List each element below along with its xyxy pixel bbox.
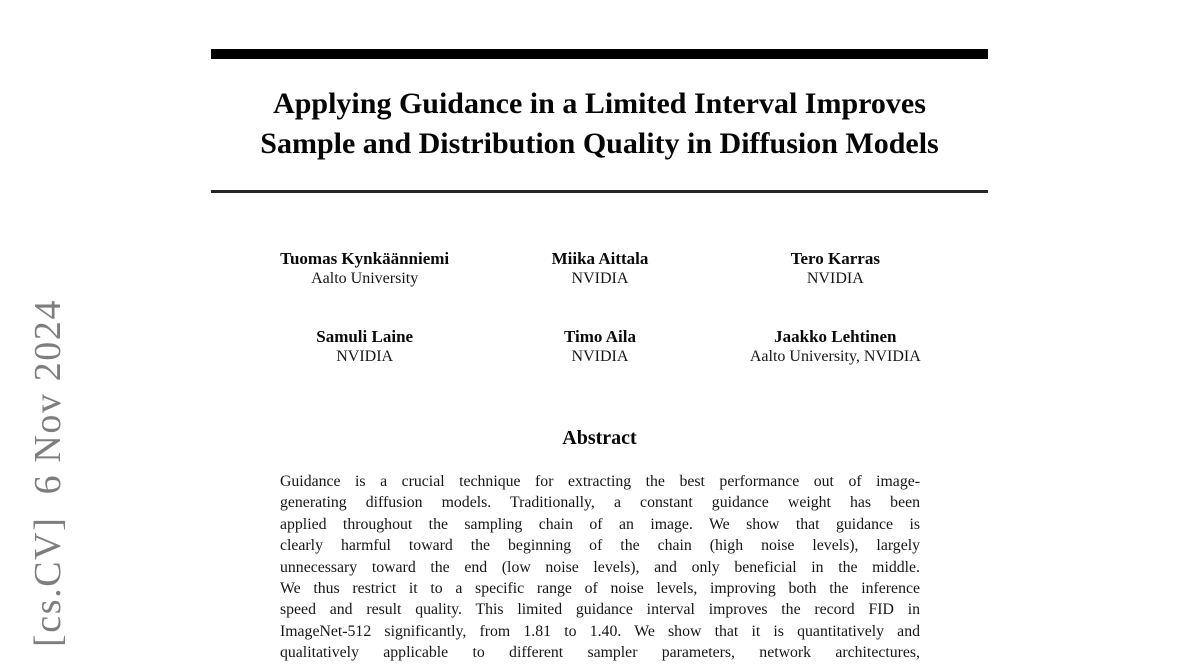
paper-title	[211, 84, 988, 164]
author-block	[718, 249, 953, 289]
author-affiliation: Aalto University	[311, 270, 419, 287]
author-row-1	[247, 249, 953, 289]
author-affiliation: NVIDIA	[571, 348, 629, 365]
author-block	[247, 249, 482, 289]
author-name: Timo Aila	[564, 327, 636, 346]
abstract-line: Guidance is a crucial technique for extracting the best performance out of image-	[280, 473, 920, 490]
abstract-heading: Abstract	[562, 427, 637, 449]
abstract-line: unnecessary toward the end (low noise levels), and only beneficial in the middle.	[280, 558, 920, 576]
author-affiliation: NVIDIA	[571, 270, 629, 287]
top-thick-rule	[211, 49, 988, 59]
author-row-2	[247, 327, 953, 367]
paper-title-line-1: Applying Guidance in a Limited Interval Improves	[273, 87, 926, 120]
abstract-line: speed and result quality. This limited guidance interval improves the record FID in	[280, 601, 920, 619]
author-block	[482, 327, 717, 367]
abstract-line: qualitatively applicable to different sampler parameters, network architectures,	[280, 644, 920, 662]
abstract-line: ImageNet-512 significantly, from 1.81 to 1.40. We show that it is quantitatively and	[280, 622, 920, 640]
author-block	[482, 249, 717, 289]
author-affiliation: Aalto University, NVIDIA	[749, 348, 921, 365]
abstract-line: applied throughout the sampling chain of an image. We show that guidance is	[280, 515, 920, 533]
abstract-line: generating diffusion models. Traditionally, a constant guidance weight has been	[280, 494, 920, 512]
author-affiliation: NVIDIA	[336, 348, 394, 365]
abstract-line: clearly harmful toward the beginning of the chain (high noise levels), largely	[280, 537, 920, 555]
author-name: Jaakko Lehtinen	[774, 327, 897, 346]
author-affiliation: NVIDIA	[806, 270, 864, 287]
title-thin-rule	[211, 190, 988, 193]
author-name: Samuli Laine	[316, 327, 414, 346]
paper-title-line-2: Sample and Distribution Quality in Diffusion Models	[260, 127, 939, 160]
abstract-text	[280, 471, 920, 664]
author-block	[718, 327, 953, 367]
author-list	[247, 249, 953, 367]
arxiv-watermark: [cs.CV] 6 Nov 2024	[27, 298, 69, 647]
author-name: Tuomas Kynkäänniemi	[280, 249, 450, 268]
abstract-line: We thus restrict it to a specific range of noise levels, improving both the inference	[280, 580, 920, 598]
author-name: Miika Aittala	[551, 249, 649, 268]
author-name: Tero Karras	[790, 249, 880, 268]
author-block	[247, 327, 482, 367]
